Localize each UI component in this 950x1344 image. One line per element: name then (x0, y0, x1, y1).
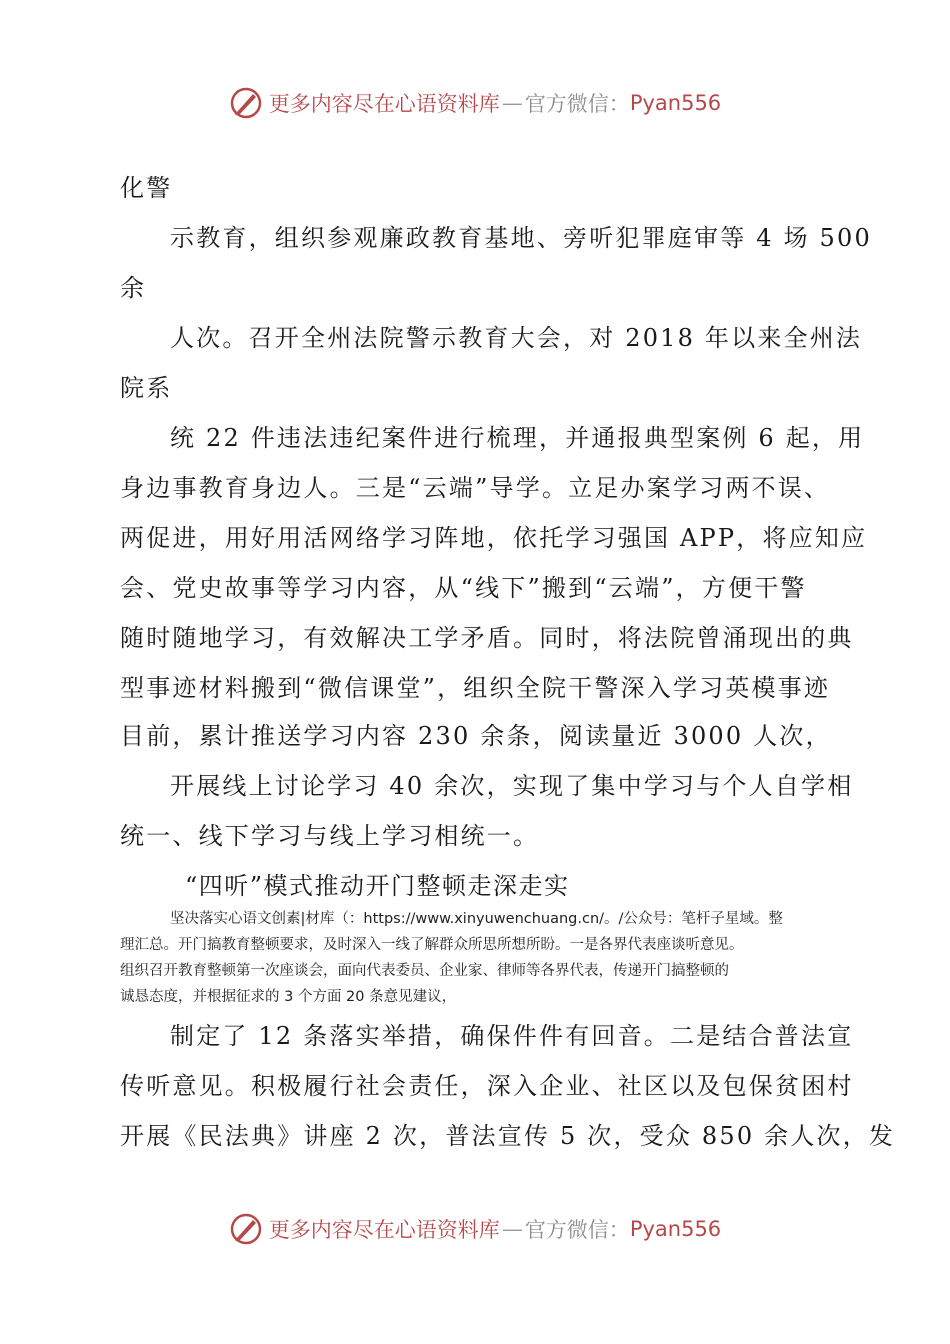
section-heading: “四听”模式推动开门整顿走深走实 (185, 872, 570, 900)
body-line: 传听意见。积极履行社会责任，深入企业、社区以及包保贫困村 (120, 1072, 854, 1100)
header-banner (0, 83, 950, 123)
footer-banner (0, 1209, 950, 1249)
banner-wechat-id: Pyan556 (629, 91, 722, 115)
pen-logo-icon (229, 86, 263, 120)
banner-main-text: 更多内容尽在心语资料库 (268, 1218, 500, 1242)
body-line: 统一、线下学习与线上学习相统一。 (120, 822, 540, 850)
body-line: 两促进，用好用活网络学习阵地，依托学习强国 APP，将应知应 (120, 524, 868, 552)
body-line: 示教育，组织参观廉政教育基地、旁听犯罪庭审等 4 场 500 (170, 224, 872, 252)
banner-wechat-id: Pyan556 (629, 1217, 722, 1241)
body-line: 随时随地学习，有效解决工学矛盾。同时，将法院曾涌现出的典 (120, 624, 854, 652)
pen-logo-icon (229, 1212, 263, 1246)
small-text-line: 坚决落实心语文创素|材库（：https://www.xinyuwenchuang.cn/。/公众号：笔杆子星域。整 (170, 911, 783, 927)
banner-dash: — (501, 1217, 523, 1241)
banner-official-label: 官方微信： (524, 1218, 630, 1242)
body-line: 型事迹材料搬到“微信课堂”，组织全院干警深入学习英模事迹 (120, 674, 831, 702)
body-line: 余 (120, 274, 147, 302)
body-line: 人次。召开全州法院警示教育大会，对 2018 年以来全州法 (170, 324, 863, 352)
small-text-line: 理汇总。开门搞教育整顿要求，及时深入一线了解群众所思所想所盼。一是各界代表座谈听意见。 (120, 937, 744, 953)
body-line: 会、党史故事等学习内容，从“线下”搬到“云端”，方便干警 (120, 574, 807, 602)
body-line: 制定了 12 条落实举措，确保件件有回音。二是结合普法宣 (170, 1022, 854, 1050)
small-text-line: 组织召开教育整顿第一次座谈会，面向代表委员、企业家、律师等各界代表，传递开门搞整顿的 (120, 963, 729, 979)
small-text-line: 诚恳态度，并根据征求的 3 个方面 20 条意见建议， (120, 989, 457, 1005)
banner-main-text: 更多内容尽在心语资料库 (268, 92, 500, 116)
body-line: 院系 (120, 374, 173, 402)
body-line: 开展《民法典》讲座 2 次，普法宣传 5 次，受众 850 余人次，发 (120, 1122, 896, 1150)
body-line: 统 22 件违法违纪案件进行梳理，并通报典型案例 6 起，用 (170, 424, 865, 452)
body-line: 开展线上讨论学习 40 余次，实现了集中学习与个人自学相 (170, 772, 854, 800)
body-line: 目前，累计推送学习内容 230 余条，阅读量近 3000 人次， (120, 722, 832, 750)
body-line: 化警 (120, 174, 173, 202)
banner-dash: — (501, 91, 523, 115)
body-line: 身边事教育身边人。三是“云端”导学。立足办案学习两不误、 (120, 474, 831, 502)
banner-official-label: 官方微信： (524, 92, 630, 116)
